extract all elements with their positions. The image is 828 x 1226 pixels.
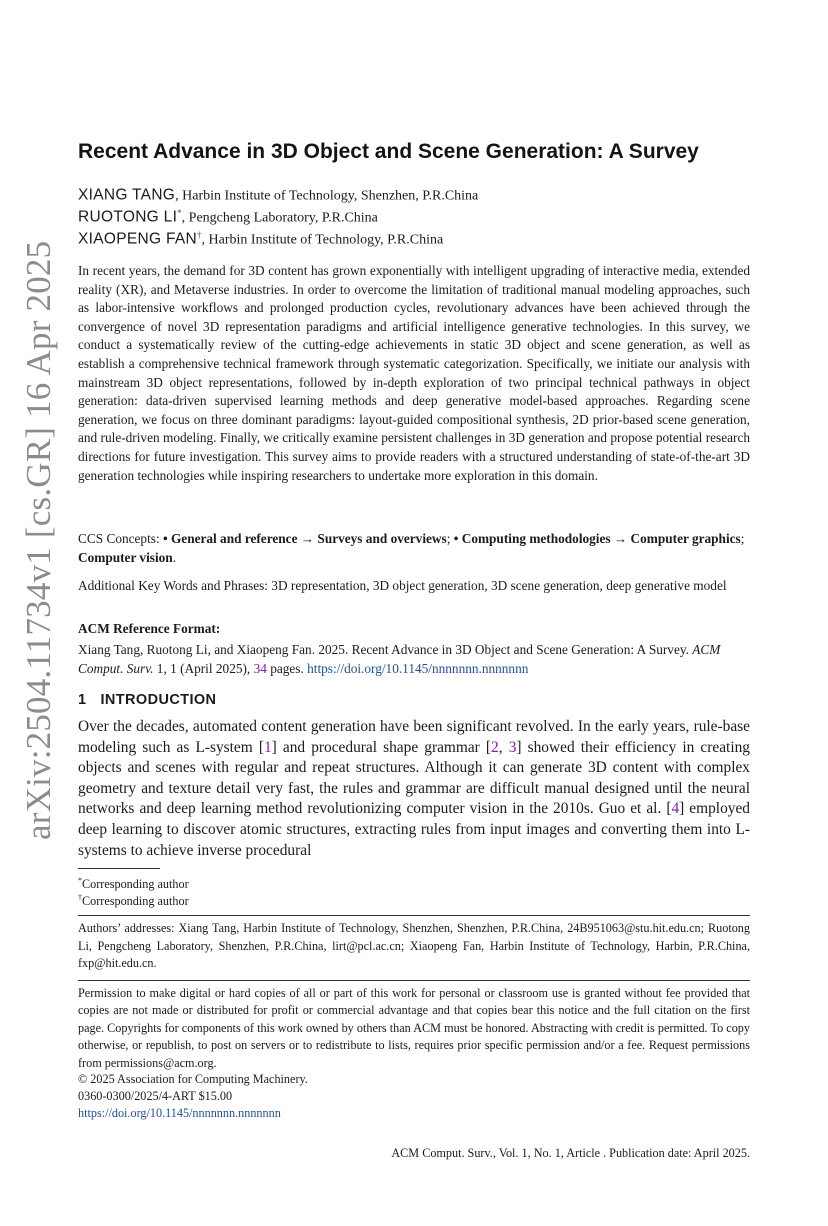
reference-text: pages. xyxy=(266,661,308,676)
author-affiliation: , Pengcheng Laboratory, P.R.China xyxy=(181,210,378,226)
author-mark: † xyxy=(197,230,202,240)
body-text: , xyxy=(498,738,509,756)
ccs-item: Computer vision xyxy=(78,550,173,565)
issn-line: 0360-0300/2025/4-ART $15.00 xyxy=(78,1089,233,1103)
body-text: ] showed their efficiency in creating objects and scenes with regular and repeat structures. Although it can generate 3D content with complex geometry and texture detail very fast, the rules and grammar are difficult manual designed until the neural networks and deep learning method revolutionizing computer vision in the 2010s. Guo et al. [ xyxy=(78,738,750,818)
paper-title: Recent Advance in 3D Object and Scene Generation: A Survey xyxy=(78,140,699,163)
page-footer: ACM Comput. Surv., Vol. 1, No. 1, Article . Publication date: April 2025. xyxy=(391,1146,750,1160)
author-name: XIANG TANG xyxy=(78,186,176,204)
body-text: Over the decades, automated content generation have been significant revolved. In the early years, rule-base modeling such as L-system [ xyxy=(78,718,750,756)
footnote-text: Corresponding author xyxy=(82,877,189,892)
footnote-text: Corresponding author xyxy=(82,894,189,909)
ccs-item: • General and reference → Surveys and overviews xyxy=(162,531,447,546)
citation-link[interactable]: 3 xyxy=(508,738,517,756)
divider xyxy=(78,915,750,916)
ccs-item: • Computing methodologies → Computer graphics xyxy=(453,531,741,546)
author-line xyxy=(78,208,378,227)
divider xyxy=(78,980,750,981)
acm-reference-heading: ACM Reference Format: xyxy=(78,621,221,636)
citation-link[interactable]: 4 xyxy=(671,800,680,818)
author-line xyxy=(78,186,478,205)
reference-text: Xiang Tang, Ruotong Li, and Xiaopeng Fan. 2025. Recent Advance in 3D Object and Scene Generation: A Survey. xyxy=(78,642,693,657)
body-text: ] employed deep learning to discover atomic structures, extracting rules from input images and converting them into L-systems to achieve inverse procedural xyxy=(78,800,750,859)
ccs-concepts xyxy=(78,529,750,567)
ccs-separator: ; xyxy=(446,531,454,546)
keywords: Additional Key Words and Phrases: 3D representation, 3D object generation, 3D scene generation, deep generative model xyxy=(78,578,727,593)
copyright-line: © 2025 Association for Computing Machinery. xyxy=(78,1072,308,1086)
doi-link[interactable]: https://doi.org/10.1145/nnnnnnn.nnnnnnn xyxy=(78,1106,281,1120)
authors-addresses: Authors’ addresses: Xiang Tang, Harbin Institute of Technology, Shenzhen, Shenzhen, P.R.China, 24B951063@stu.hit.edu.cn; Ruotong Li, Pengcheng Laboratory, Shenzhen, P.R.China, lirt@pcl.ac.cn; Xiaopeng Fan, Harbin Institute of Technology, Harbin, P.R.China, fxp@hit.edu.cn. xyxy=(78,921,750,971)
footnote-mark: † xyxy=(78,893,82,902)
introduction-paragraph xyxy=(78,717,750,861)
author-mark: * xyxy=(177,208,182,218)
section-number: 1 xyxy=(78,692,87,708)
acm-reference xyxy=(78,640,750,678)
ccs-end: . xyxy=(172,550,177,565)
section-heading xyxy=(78,692,216,708)
author-affiliation: , Harbin Institute of Technology, P.R.China xyxy=(201,232,444,248)
footnote-mark: * xyxy=(78,876,82,885)
citation-link[interactable]: 2 xyxy=(491,738,499,756)
ccs-separator: ; xyxy=(740,531,745,546)
ccs-label: CCS Concepts: xyxy=(78,531,163,546)
arxiv-identifier: arXiv:2504.11734v1 [cs.GR] 16 Apr 2025 xyxy=(19,240,58,840)
journal-name: ACM Comput. Surv. xyxy=(78,642,721,676)
doi-link[interactable]: https://doi.org/10.1145/nnnnnnn.nnnnnnn xyxy=(307,661,529,676)
footnote xyxy=(78,890,189,909)
author-name: XIAOPENG FAN xyxy=(78,230,198,248)
footnote-divider xyxy=(78,868,160,869)
body-text: ] and procedural shape grammar [ xyxy=(271,738,492,756)
permission-notice: Permission to make digital or hard copies of all or part of this work for personal or classroom use is granted without fee provided that copies are not made or distributed for profit or commercial advantage and that copies bear this notice and the full citation on the first page. Copyrights for components of this work owned by others than ACM must be honored. Abstracting with credit is permitted. To copy otherwise, or republish, to post on servers or to redistribute to lists, requires prior specific permission and/or a fee. Request permissions from permissions@acm.org. xyxy=(78,986,750,1070)
author-name: RUOTONG LI xyxy=(78,208,178,226)
author-affiliation: , Harbin Institute of Technology, Shenzhen, P.R.China xyxy=(175,188,479,204)
author-line xyxy=(78,230,443,249)
citation-link[interactable]: 1 xyxy=(263,738,272,756)
reference-text: 1, 1 (April 2025), xyxy=(153,661,254,676)
section-title: INTRODUCTION xyxy=(100,692,217,708)
abstract: In recent years, the demand for 3D content has grown exponentially with intelligent upgrading of interactive media, extended reality (XR), and Metaverse industries. In order to overcome the limitation of traditional manual modeling approaches, such as labor-intensive workflows and prolonged production cycles, revolutionary advances have been achieved through the convergence of novel 3D representation paradigms and artificial intelligence generative technologies. In this survey, we conduct a systematically review of the cutting-edge achievements in static 3D object and scene generation, as well as establish a comprehensive technical framework through systematic categorization. Specifically, we initiate our analysis with mainstream 3D object representations, followed by in-depth exploration of two principal technical pathways in object generation: data-driven supervised learning methods and deep generative model-based approaches. Regarding scene generation, we focus on three dominant paradigms: layout-guided compositional synthesis, 2D prior-based scene generation, and rule-driven modeling. Finally, we critically examine persistent challenges in 3D generation and propose potential research directions for future investigation. This survey aims to provide readers with a structured understanding of state-of-the-art 3D generation technologies while inspiring researchers to undertake more exploration in this domain. xyxy=(78,263,750,483)
page-count-link[interactable]: 34 xyxy=(253,661,267,676)
